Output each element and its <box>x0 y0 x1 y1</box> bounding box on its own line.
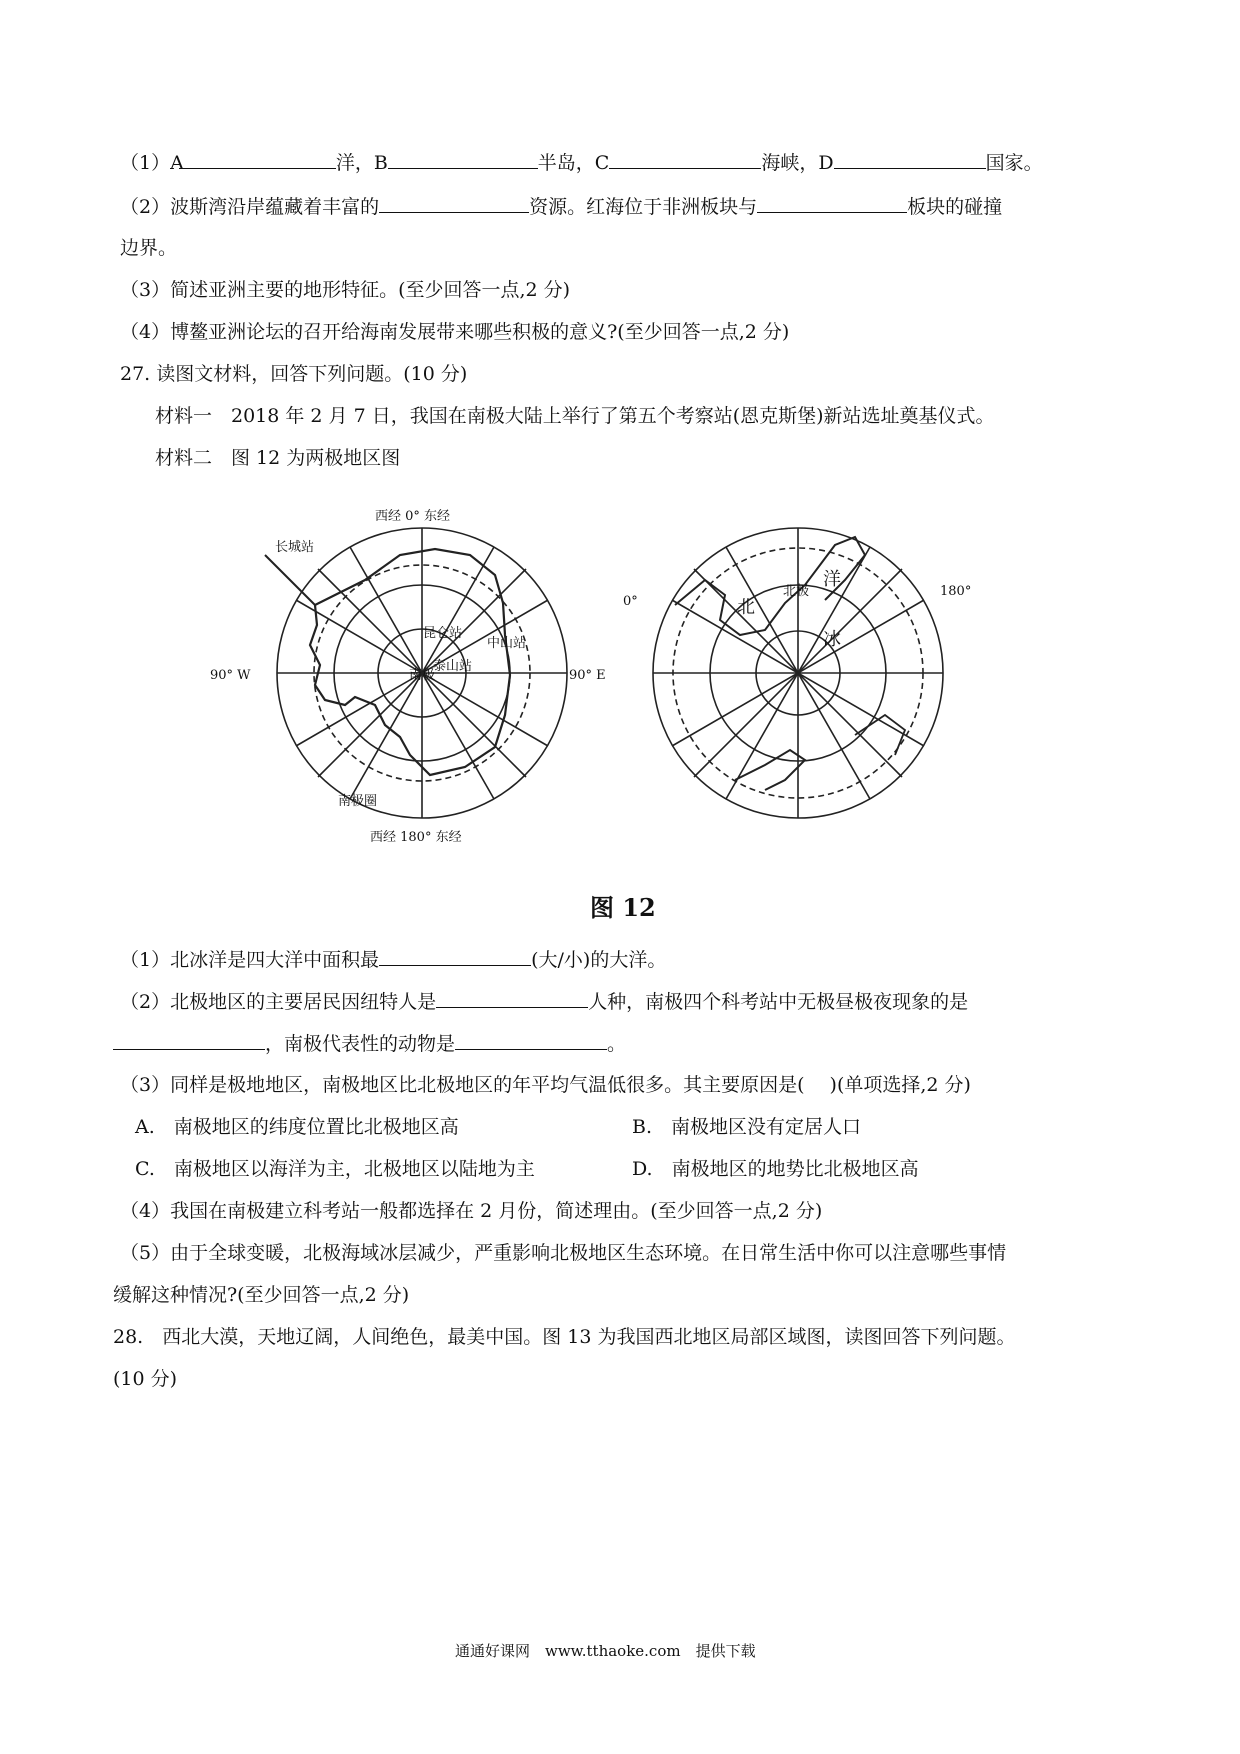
label-antarctic-circle: 南极圈 <box>338 794 378 809</box>
label-90w: 90° W <box>210 668 251 683</box>
label-arctic-2: 洋 <box>823 569 841 590</box>
answer-blank[interactable] <box>113 1029 265 1050</box>
page-footer: 通通好课网 www.tthaoke.com 提供下载 <box>455 1642 756 1660</box>
label-north-pole: 北极 <box>783 584 810 599</box>
q26-part3: （3）简述亚洲主要的地形特征。(至少回答一点,2 分) <box>120 279 571 301</box>
label-kunlun-station: 昆仑站 <box>423 626 463 641</box>
label-prime-meridian: 西经 0° 东经 <box>375 509 451 524</box>
q27-title: 27. 读图文材料，回答下列问题。(10 分) <box>120 363 468 385</box>
label-arctic-3: 冰 <box>823 629 841 650</box>
option-c[interactable]: C. 南极地区以海洋为主，北极地区以陆地为主 <box>135 1158 535 1180</box>
label-90e: 90° E <box>569 668 606 683</box>
q27-part5: （5）由于全球变暖，北极海域冰层减少，严重影响北极地区生态环境。在日常生活中你可以注意哪些事情 <box>120 1242 1007 1264</box>
answer-blank[interactable] <box>379 945 531 966</box>
label-changcheng-station: 长城站 <box>275 540 315 555</box>
option-b[interactable]: B. 南极地区没有定居人口 <box>632 1116 862 1138</box>
label-arctic-1: 北 <box>737 597 755 618</box>
q26-part2-cont: 边界。 <box>120 237 178 259</box>
label-south-pole: 南极 <box>409 668 436 683</box>
answer-blank[interactable] <box>184 148 336 169</box>
option-d[interactable]: D. 南极地区的地势比北极地区高 <box>632 1158 919 1180</box>
q26-part2: （2）波斯湾沿岸蕴藏着丰富的 资源。红海位于非洲板块与 板块的碰撞 <box>120 192 1002 221</box>
label-0-deg: 0° <box>623 594 638 609</box>
north-pole-labels <box>623 569 971 650</box>
q27-part2-cont: ，南极代表性的动物是 。 <box>113 1029 626 1058</box>
q28-title: 28. 西北大漠，天地辽阔，人间绝色，最美中国。图 13 为我国西北地区局部区域图，读图回答下列问题。 <box>113 1326 1016 1348</box>
answer-blank[interactable] <box>609 148 761 169</box>
north-pole-map <box>653 528 943 818</box>
option-a[interactable]: A. 南极地区的纬度位置比北极地区高 <box>135 1116 459 1138</box>
label-zhongshan-station: 中山站 <box>487 636 527 651</box>
polar-maps-figure <box>205 485 1055 865</box>
answer-blank[interactable] <box>455 1029 607 1050</box>
q27-part4: （4）我国在南极建立科考站一般都选择在 2 月份，简述理由。(至少回答一点,2 分) <box>120 1200 823 1222</box>
answer-blank[interactable] <box>379 192 529 213</box>
q27-material-2: 材料二 图 12 为两极地区图 <box>155 447 401 469</box>
figure-caption: 图 12 <box>590 893 656 922</box>
answer-blank[interactable] <box>388 148 538 169</box>
answer-blank[interactable] <box>436 987 588 1008</box>
q28-score: (10 分) <box>113 1368 178 1390</box>
q26-part1: （1）A 洋，B 半岛，C 海峡，D 国家。 <box>120 148 1043 177</box>
label-taishan-station: 泰山站 <box>433 659 473 674</box>
q27-material-1: 材料一 2018 年 2 月 7 日，我国在南极大陆上举行了第五个考察站(恩克斯堡)新站选址奠基仪式。 <box>155 405 995 427</box>
answer-blank[interactable] <box>834 148 986 169</box>
label-180-deg: 180° <box>940 584 972 599</box>
q27-part5-cont: 缓解这种情况?(至少回答一点,2 分) <box>113 1284 410 1306</box>
q27-part1: （1）北冰洋是四大洋中面积最 (大/小)的大洋。 <box>120 945 666 974</box>
q26-part4: （4）博鳌亚洲论坛的召开给海南发展带来哪些积极的意义?(至少回答一点,2 分) <box>120 321 790 343</box>
q27-part3: （3）同样是极地地区，南极地区比北极地区的年平均气温低很多。其主要原因是( )(单项选择,2 分) <box>120 1074 971 1096</box>
q27-part2: （2）北极地区的主要居民因纽特人是 人种，南极四个科考站中无极昼极夜现象的是 <box>120 987 968 1016</box>
label-180-meridian: 西经 180° 东经 <box>370 830 462 845</box>
answer-blank[interactable] <box>757 192 907 213</box>
